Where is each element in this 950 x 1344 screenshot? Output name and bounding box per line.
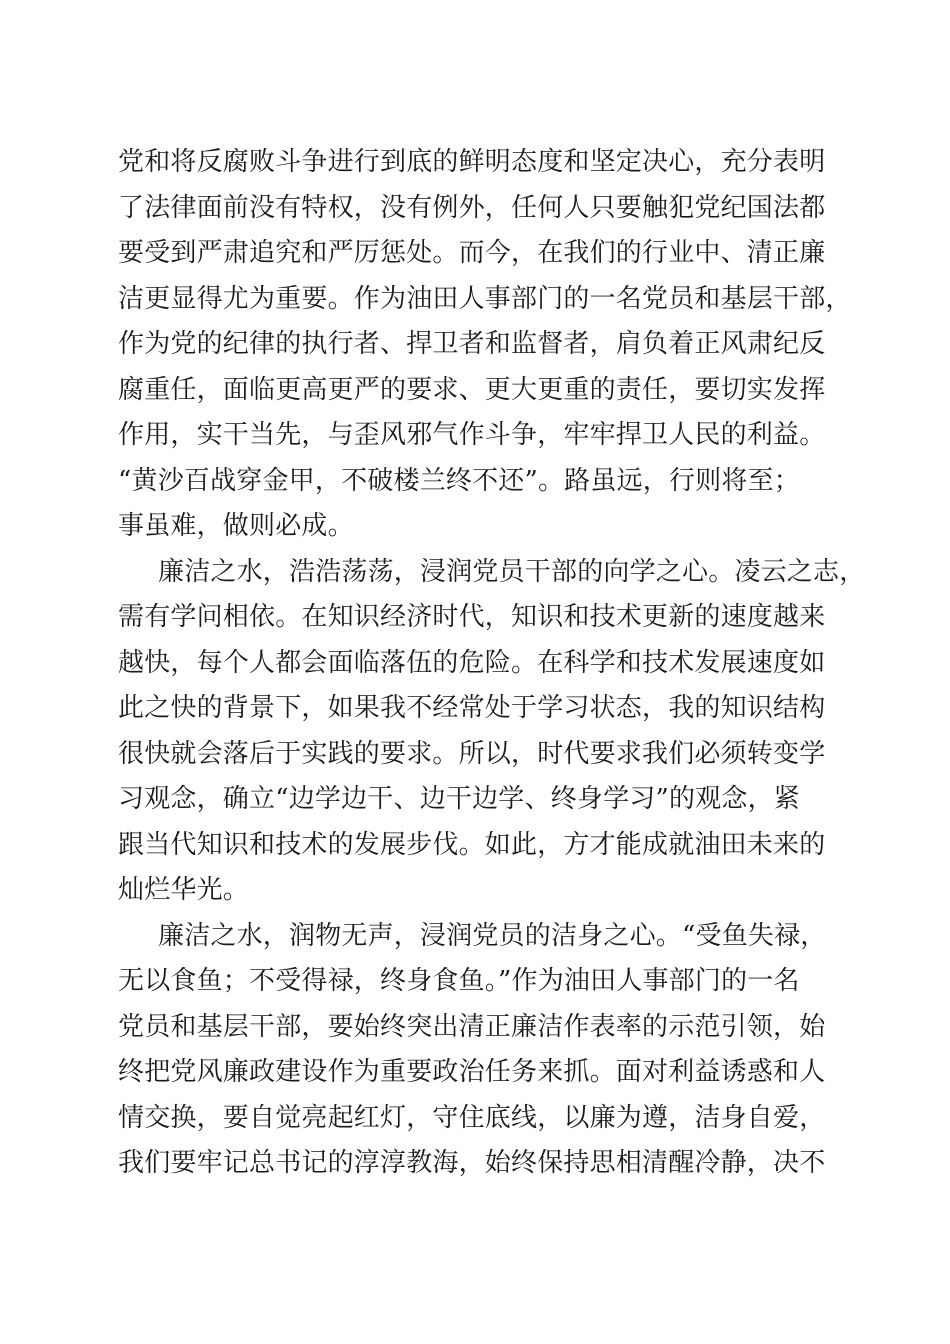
text-line: 我们要牢记总书记的淳淳教海，始终保持思相清醒冷静，决不 xyxy=(118,1148,826,1178)
paragraph-start-line: 廉洁之水，浩浩荡荡，浸润党员干部的向学之心。凌云之志， xyxy=(158,556,866,587)
text-line: 作用，实干当先，与歪风邪气作斗争，牢牢捍卫人民的利益。 xyxy=(118,420,826,450)
text-line: 要受到严肃追究和严厉惩处。而今，在我们的行业中、清正廉 xyxy=(118,238,826,268)
paragraph-start-line: 廉洁之水，润物无声，浸润党员的洁身之心。“受鱼失禄， xyxy=(158,920,827,951)
text-line: 很快就会落后于实践的要求。所以，时代要求我们必须转变学 xyxy=(118,738,826,769)
text-line: 腐重任，面临更高更严的要求、更大更重的责任，要切实发挥 xyxy=(118,374,826,405)
text-line: 作为党的纪律的执行者、捍卫者和监督者，肩负着正风肃纪反 xyxy=(118,329,826,359)
text-line: 终把党风廉政建设作为重要政治任务来抓。面对利益诱惑和人 xyxy=(118,1057,826,1087)
text-line: 需有学问相依。在知识经济时代，知识和技术更新的速度越来 xyxy=(118,602,826,632)
text-line: “黄沙百战穿金甲，不破楼兰终不还”。路虽远，行则将至； xyxy=(118,465,800,496)
text-line: 情交换，要自觉亮起红灯，守住底线，以廉为遵，洁身自爱， xyxy=(118,1102,826,1133)
text-line: 越快，每个人都会面临落伍的危险。在科学和技术发展速度如 xyxy=(118,647,826,678)
body-text xyxy=(118,140,866,1187)
text-line: 此之快的背景下，如果我不经常处于学习状态，我的知识结构 xyxy=(118,693,826,723)
text-line: 跟当代知识和技术的发展步伐。如此，方才能成就油田未来的 xyxy=(118,829,826,860)
text-line: 党员和基层干部，要始终突出清正廉洁作表率的示范引领，始 xyxy=(118,1011,826,1042)
text-line: 习观念，确立“边学边干、边干边学、终身学习”的观念，紧 xyxy=(118,784,800,814)
text-line: 洁更显得尤为重要。作为油田人事部门的一名党员和基层干部， xyxy=(118,283,852,314)
text-line: 党和将反腐败斗争进行到底的鲜明态度和坚定决心，充分表明 xyxy=(118,147,826,177)
text-line: 了法律面前没有特权，没有例外，任何人只要触犯党纪国法都 xyxy=(118,192,826,223)
text-line: 事虽难，做则必成。 xyxy=(118,511,354,541)
text-line: 无以食鱼；不受得禄，终身食鱼。”作为油田人事部门的一名 xyxy=(118,966,800,996)
text-line: 灿烂华光。 xyxy=(118,875,250,905)
